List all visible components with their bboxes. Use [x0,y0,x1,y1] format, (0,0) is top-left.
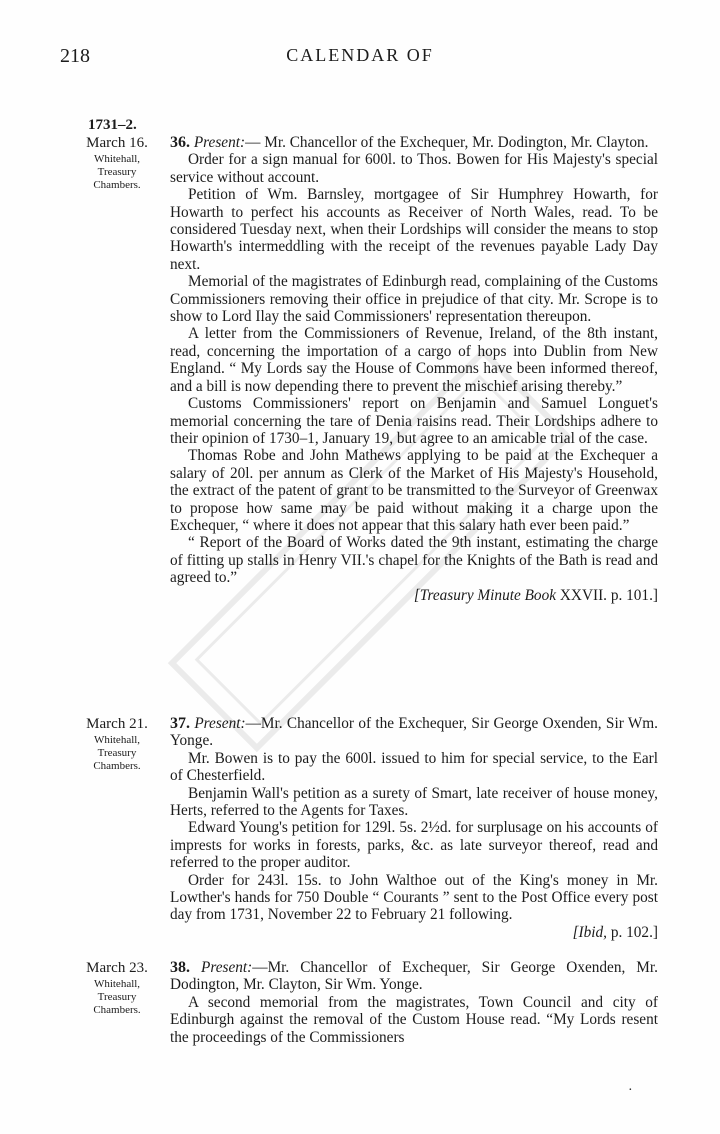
citation-italic: [Ibid, [572,923,607,941]
citation-ref: p. 102.] [607,923,658,941]
page-mark: · [628,1083,633,1098]
entry-place: Treasury [97,166,137,178]
paragraph: Order for 243l. 15s. to John Walthoe out of the King's money in Mr. Lowther's hands for 750 Double “ Courants ” sent to the Post Office every post day from 1731, November 22 to February 21 following. [170,871,658,924]
present-names: —Mr. Chancellor of Exchequer, Sir George Oxenden, Mr. Dodington, Mr. Clayton, Sir Wm. Yonge. [170,959,658,994]
year-heading: 1731–2. [88,117,137,133]
entry-present-line [170,959,658,994]
paragraph: Memorial of the magistrates of Edinburgh read, complaining of the Customs Commissioners removing their office in prejudice of that city. Mr. Scrope is to show to Lord Ilay the said Commissioners' representation thereupon. [170,273,658,326]
entry-date: March 23. [86,960,148,976]
entry-place: Treasury [97,747,137,759]
entry-present-line [170,134,658,151]
paragraph: Mr. Bowen is to pay the 600l. issued to him for special service, to the Earl of Chesterfield. [170,749,658,785]
entry-38-margin [68,961,166,1017]
present-names: — Mr. Chancellor of the Exchequer, Mr. Dodington, Mr. Clayton. [245,134,649,151]
entry-date: March 21. [86,716,148,732]
entry-present-line [170,715,658,750]
paragraph: “ Report of the Board of Works dated the 9th instant, estimating the charge of fitting up stalls in Henry VII.'s chapel for the Knights of the Bath is read and agreed to.” [170,534,658,587]
entry-place: Whitehall, [93,153,141,165]
running-header: CALENDAR OF [286,45,434,65]
entry-36-margin [68,136,166,192]
citation [170,924,658,941]
present-label: Present: [193,134,246,151]
paragraph: Thomas Robe and John Mathews applying to be paid at the Exchequer a salary of 20l. per annum as Clerk of the Market of His Majesty's Household, the extract of the patent of grant to be transmitted to the Surveyor of Greenwax to propose how same may be paid without making it a charge upon the Exchequer, “ where it does not appear that this salary hath ever been paid.” [170,447,658,534]
entry-37-body [170,715,658,941]
present-label: Present: [194,715,246,732]
entry-place: Treasury [97,991,137,1003]
entry-date: March 16. [86,135,148,151]
citation-italic: [Treasury Minute Book [413,586,557,604]
citation-ref: XXVII. p. 101.] [556,586,658,604]
entry-38-body [170,959,658,1046]
paragraph: Customs Commissioners' report on Benjamin and Samuel Longuet's memorial concerning the tare of Denia raisins read. Their Lordships adhere to their opinion of 1730–1, January 19, but agree to an amicable trial of the case. [170,395,658,447]
present-names: —Mr. Chancellor of the Exchequer, Sir George Oxenden, Sir Wm. Yonge. [170,715,658,750]
present-label: Present: [201,959,253,976]
entry-place: Whitehall, [93,978,141,990]
entry-37-margin [68,717,166,773]
entry-place: Chambers. [93,1004,141,1016]
paragraph: Order for a sign manual for 600l. to Thos. Bowen for His Majesty's special service without account. [170,151,658,186]
paragraph: A letter from the Commissioners of Revenue, Ireland, of the 8th instant, read, concerning the importation of a cargo of hops into Dublin from New England. “ My Lords say the House of Commons have been informed thereof, and a bill is now depending there to prevent the mischief arising thereby.” [170,325,658,395]
paragraph: Edward Young's petition for 129l. 5s. 2½d. for surplusage on his accounts of imprests for works in forests, parks, &c. as late surveyor thereof, read and referred to the proper auditor. [170,819,658,872]
entry-number: 37. [170,715,190,732]
entry-place: Whitehall, [93,734,141,746]
paragraph: Benjamin Wall's petition as a surety of Smart, late receiver of house money, Herts, referred to the Agents for Taxes. [170,784,658,820]
paragraph: A second memorial from the magistrates, Town Council and city of Edinburgh against the removal of the Custom House read. “My Lords resent the proceedings of the Commissioners [170,993,658,1046]
entry-place: Chambers. [93,179,141,191]
entry-place: Chambers. [93,760,141,772]
page-number: 218 [60,45,90,67]
entry-36-body [170,134,658,604]
citation [170,587,658,604]
entry-number: 36. [170,134,190,151]
entry-number: 38. [170,959,190,976]
paragraph: Petition of Wm. Barnsley, mortgagee of Sir Humphrey Howarth, for Howarth to perfect his accounts as Receiver of North Wales, read. To be considered Tuesday next, when their Lordships will consider the means to stop Howarth's intermeddling with the receipt of the revenues payable Lady Day next. [170,186,658,273]
